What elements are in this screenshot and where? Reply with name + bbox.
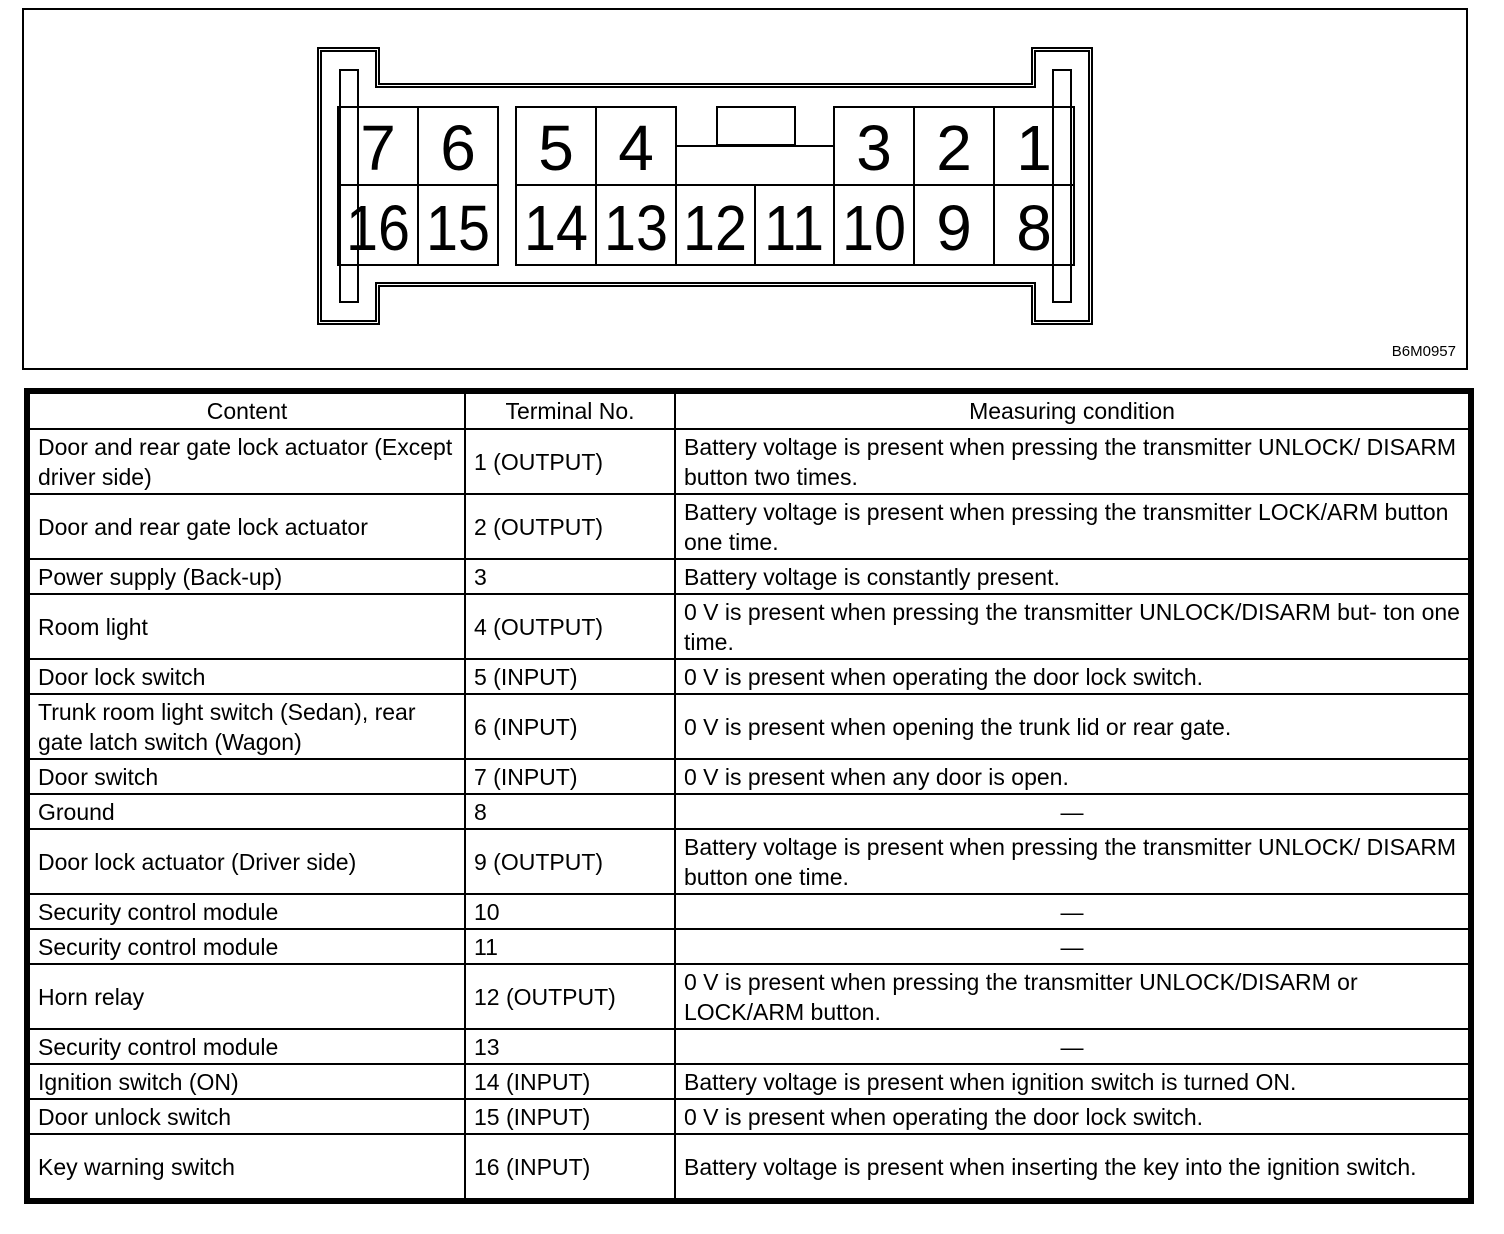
cell-condition: Battery voltage is present when pressing the transmitter UNLOCK/ DISARM button one time. [675,829,1469,894]
cell-terminal: 11 [465,929,675,964]
header-terminal-no: Terminal No. [465,393,675,429]
cell-content: Room light [29,594,465,659]
cell-content: Power supply (Back-up) [29,559,465,594]
header-measuring-condition: Measuring condition [675,393,1469,429]
cell-terminal: 13 [465,1029,675,1064]
cell-terminal: 10 [465,894,675,929]
table-row [29,594,1469,659]
cell-terminal: 5 (INPUT) [465,659,675,694]
table-row [29,1099,1469,1134]
table-row [29,694,1469,759]
cell-terminal: 6 (INPUT) [465,694,675,759]
cell-condition: Battery voltage is constantly present. [675,559,1469,594]
cell-content: Trunk room light switch (Sedan), rear gate latch switch (Wagon) [29,694,465,759]
cell-terminal: 7 (INPUT) [465,759,675,794]
cell-condition: 0 V is present when opening the trunk lid or rear gate. [675,694,1469,759]
terminal-label: 12 [683,192,747,264]
terminal-label: 15 [426,192,490,264]
terminal-label: 10 [842,192,906,264]
table-row [29,1029,1469,1064]
cell-condition: Battery voltage is present when inserting the key into the ignition switch. [675,1134,1469,1199]
cell-terminal: 2 (OUTPUT) [465,494,675,559]
header-content: Content [29,393,465,429]
table-row [29,964,1469,1029]
table-row [29,829,1469,894]
cell-content: Door unlock switch [29,1099,465,1134]
cell-terminal: 12 (OUTPUT) [465,964,675,1029]
cell-terminal: 8 [465,794,675,829]
terminal-table-frame [24,388,1474,1204]
cell-condition: 0 V is present when operating the door lock switch. [675,1099,1469,1134]
cell-condition: 0 V is present when pressing the transmitter UNLOCK/DISARM or LOCK/ARM button. [675,964,1469,1029]
table-row [29,759,1469,794]
cell-content: Security control module [29,929,465,964]
terminal-label: 5 [538,112,574,184]
table-row [29,894,1469,929]
cell-content: Security control module [29,894,465,929]
table-row [29,659,1469,694]
cell-content: Door and rear gate lock actuator (Except driver side) [29,429,465,494]
cell-content: Ignition switch (ON) [29,1064,465,1099]
cell-condition: 0 V is present when pressing the transmitter UNLOCK/DISARM but- ton one time. [675,594,1469,659]
table-row [29,929,1469,964]
cell-content: Horn relay [29,964,465,1029]
cell-condition: — [675,1029,1469,1064]
cell-condition: Battery voltage is present when pressing the transmitter LOCK/ARM button one time. [675,494,1469,559]
cell-condition: Battery voltage is present when pressing the transmitter UNLOCK/ DISARM button two times. [675,429,1469,494]
connector-diagram-panel [22,8,1468,370]
table-row [29,429,1469,494]
table-row [29,494,1469,559]
cell-condition: Battery voltage is present when ignition switch is turned ON. [675,1064,1469,1099]
terminal-label: 4 [618,112,654,184]
table-row [29,559,1469,594]
cell-content: Door lock actuator (Driver side) [29,829,465,894]
cell-terminal: 4 (OUTPUT) [465,594,675,659]
terminal-label: 7 [360,112,396,184]
terminal-label: 3 [856,112,892,184]
cell-terminal: 16 (INPUT) [465,1134,675,1199]
table-row [29,794,1469,829]
terminal-label: 6 [440,112,476,184]
cell-terminal: 1 (OUTPUT) [465,429,675,494]
cell-content: Key warning switch [29,1134,465,1199]
terminal-label: 1 [1016,112,1052,184]
cell-terminal: 14 (INPUT) [465,1064,675,1099]
terminal-label: 9 [936,192,972,264]
cell-content: Ground [29,794,465,829]
cell-condition: 0 V is present when any door is open. [675,759,1469,794]
cell-condition: — [675,929,1469,964]
cell-condition: 0 V is present when operating the door lock switch. [675,659,1469,694]
cell-terminal: 9 (OUTPUT) [465,829,675,894]
cell-condition: — [675,794,1469,829]
terminal-label: 2 [936,112,972,184]
terminal-label: 8 [1016,192,1052,264]
cell-terminal: 3 [465,559,675,594]
terminal-label: 14 [524,192,588,264]
connector-diagram [24,10,1470,372]
figure-id: B6M0957 [1391,343,1456,360]
table-row [29,1064,1469,1099]
cell-content: Security control module [29,1029,465,1064]
cell-condition: — [675,894,1469,929]
terminal-label: 11 [764,192,824,264]
cell-terminal: 15 (INPUT) [465,1099,675,1134]
cell-content: Door and rear gate lock actuator [29,494,465,559]
table-header-row [29,393,1469,429]
cell-content: Door lock switch [29,659,465,694]
cell-content: Door switch [29,759,465,794]
terminal-label: 13 [604,192,668,264]
table-row [29,1134,1469,1199]
terminal-label: 16 [346,192,410,264]
terminal-table [28,392,1470,1200]
